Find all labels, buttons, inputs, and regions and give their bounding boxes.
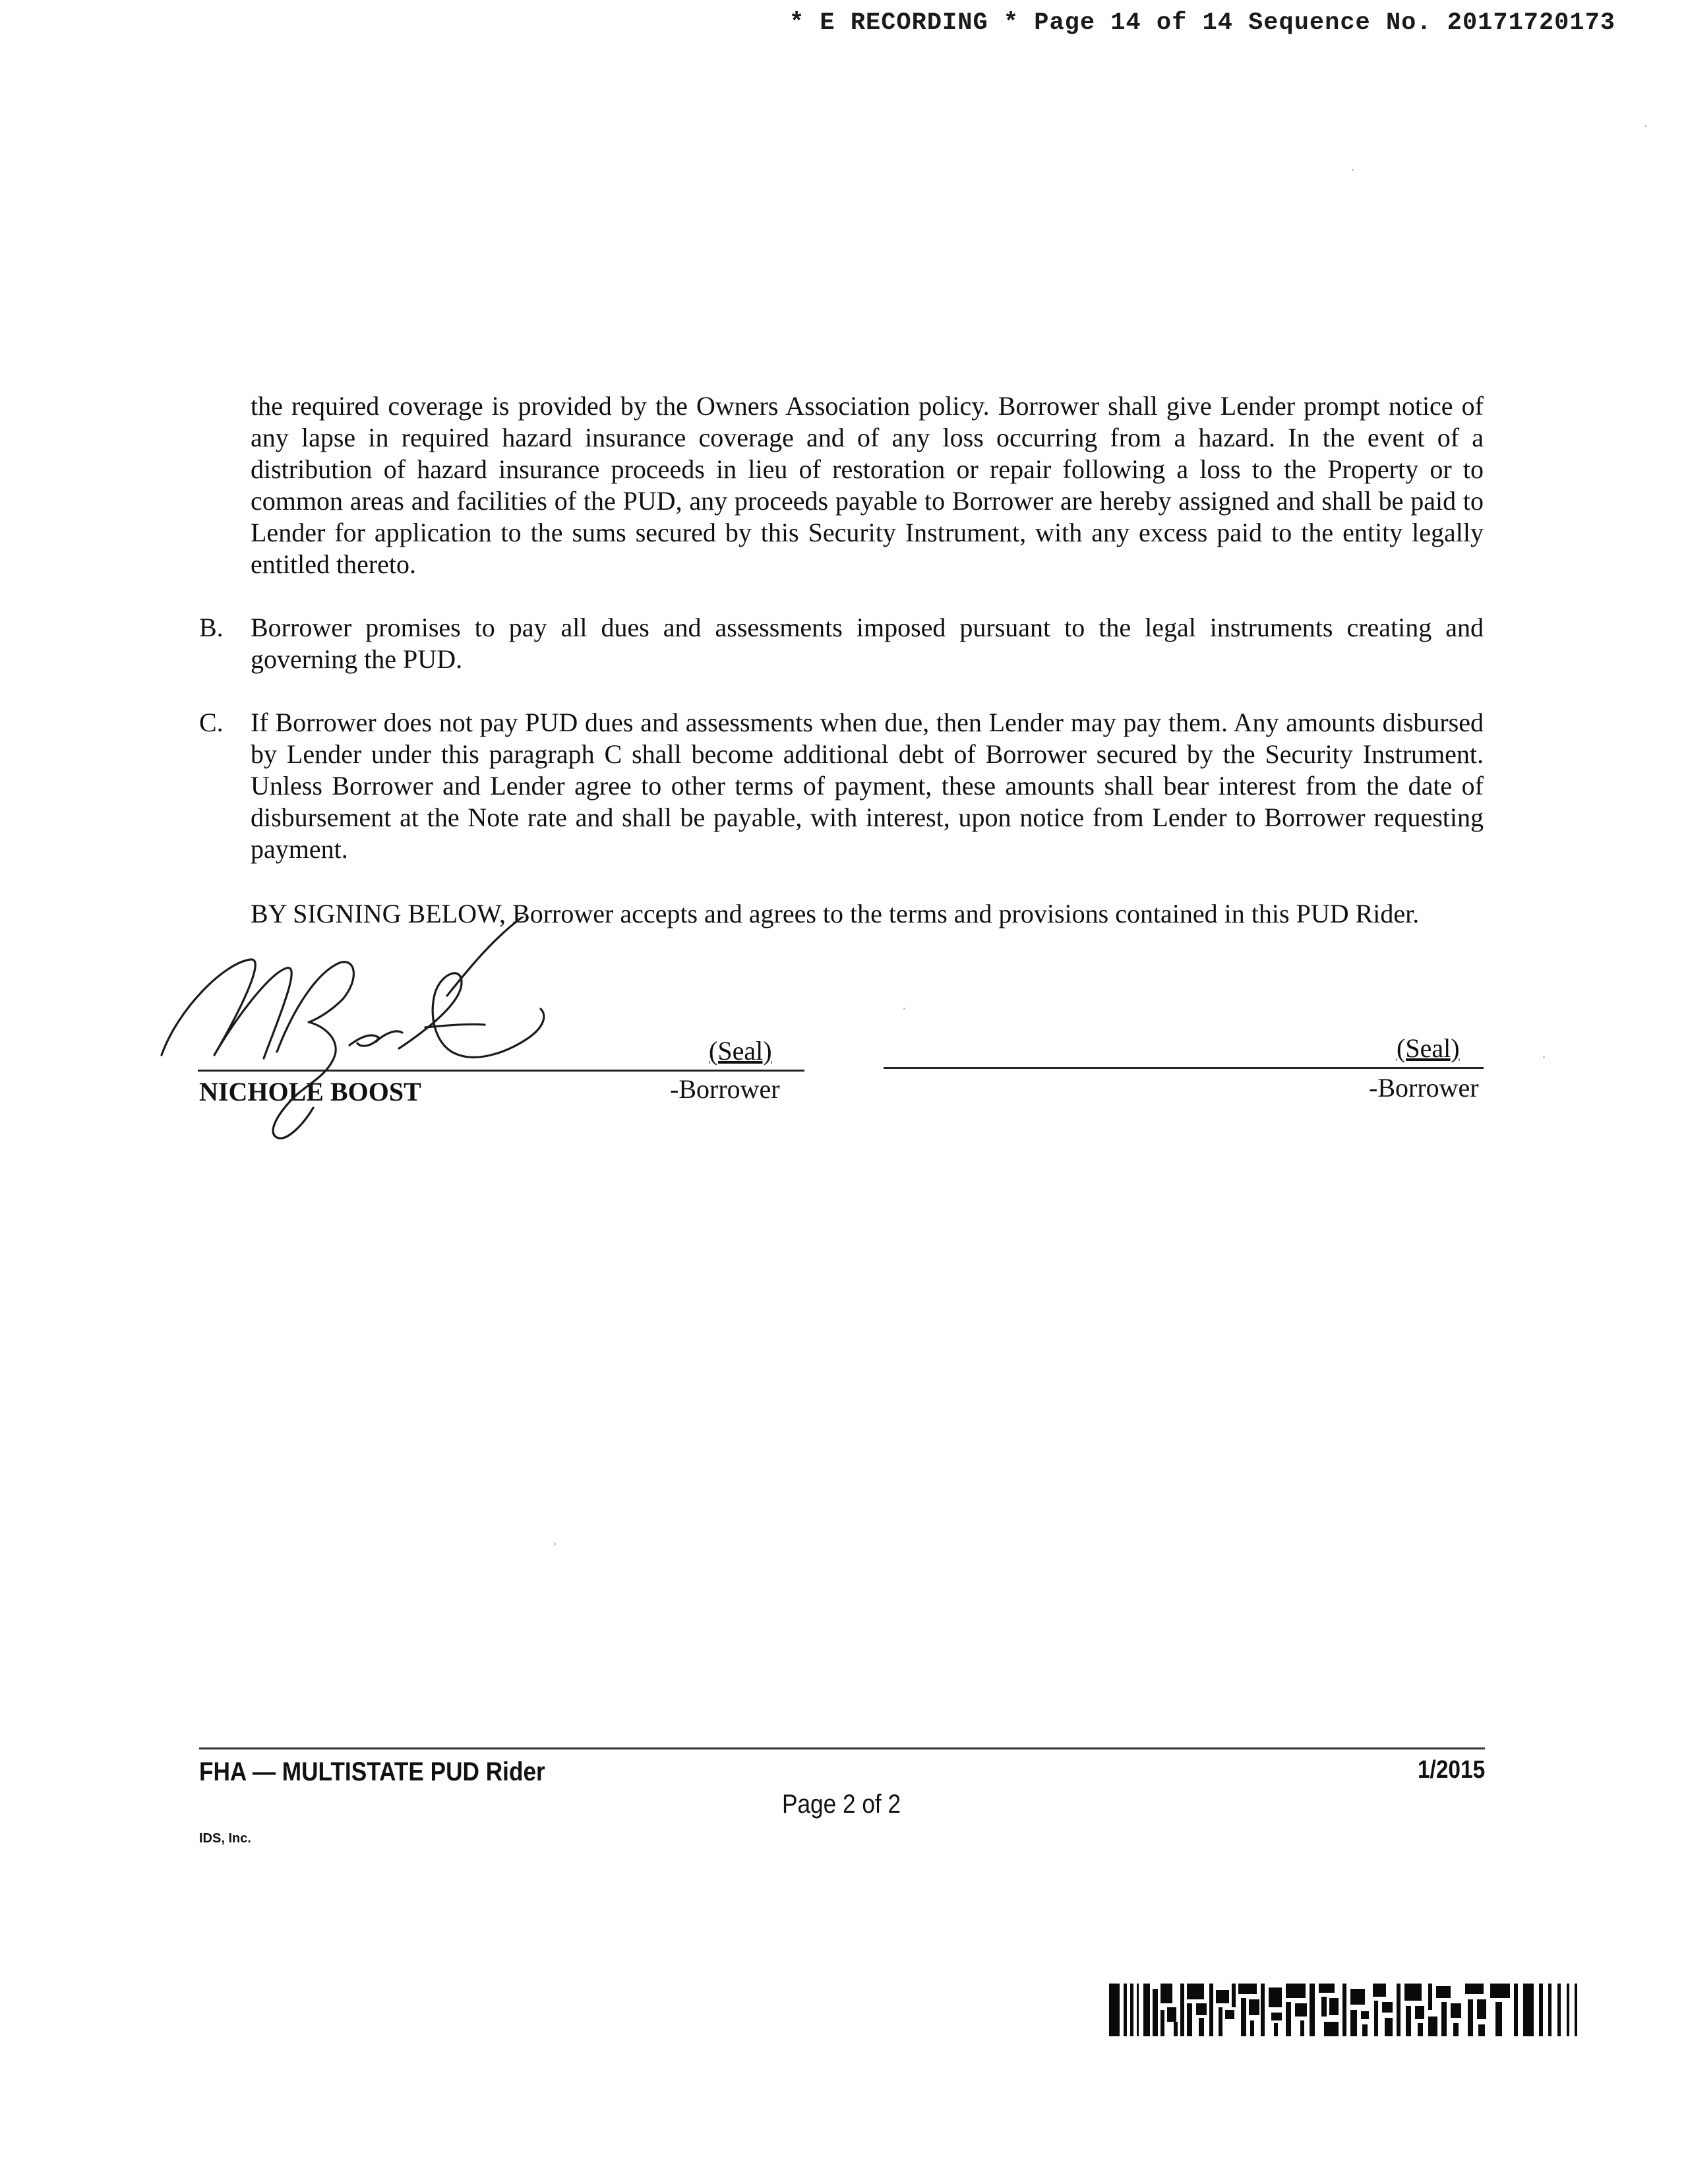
vendor-label: IDS, Inc.: [199, 1831, 251, 1846]
item-c-text: If Borrower does not pay PUD dues and assessments when due, then Lender may pay them. Any amounts disbursed by Lender under this paragraph C shall become additional debt of Borrower secured by the Security Instrument. Unless Borrower and Lender agree to other terms of payment, these amounts shall bear interest from the date of disbursement at the Note rate and shall be payable, with interest, upon notice from Lender to Borrower requesting payment.: [251, 708, 1484, 864]
form-title: FHA — MULTISTATE PUD Rider: [199, 1757, 545, 1786]
footer-rule: [199, 1747, 1485, 1749]
document-barcode: [1109, 1984, 1579, 2036]
signing-statement: BY SIGNING BELOW, Borrower accepts and agrees to the terms and provisions contained in this PUD Rider.: [251, 899, 1420, 928]
right-seal-label: (Seal): [1397, 1033, 1460, 1063]
item-c-letter: C.: [199, 708, 224, 737]
handwritten-signature: [152, 917, 574, 1154]
lead-paragraph: the required coverage is provided by the Owners Association policy. Borrower shall give Lender prompt notice of any lapse in required hazard insurance coverage and of any loss occurring from a hazard. In the event of a distribution of hazard insurance proceeds in lieu of restoration or repair following a loss to the Property or to common areas and facilities of the PUD, any proceeds payable to Borrower are hereby assigned and shall be paid to Lender for application to the sums secured by this Security Instrument, with any excess paid to the entity legally entitled thereto.: [251, 391, 1484, 579]
right-borrower-role: -Borrower: [1369, 1073, 1479, 1103]
scan-speck: [1543, 1056, 1545, 1058]
page-number: Page 2 of 2: [782, 1790, 901, 1819]
left-seal-label: (Seal): [709, 1036, 772, 1066]
item-b-text: Borrower promises to pay all dues and assessments imposed pursuant to the legal instruments creating and governing the PUD.: [251, 613, 1484, 674]
form-date: 1/2015: [1417, 1756, 1485, 1784]
scan-speck: [554, 1543, 556, 1545]
scan-speck: [1644, 125, 1646, 127]
borrower-name: NICHOLE BOOST: [199, 1077, 421, 1107]
scan-speck: [903, 1008, 905, 1010]
item-b-letter: B.: [199, 613, 224, 642]
left-borrower-role: -Borrower: [670, 1074, 780, 1104]
right-signature-line: [884, 1067, 1484, 1069]
scan-speck: [1352, 169, 1354, 171]
recording-header: * E RECORDING * Page 14 of 14 Sequence No. 20171720173: [789, 9, 1615, 37]
